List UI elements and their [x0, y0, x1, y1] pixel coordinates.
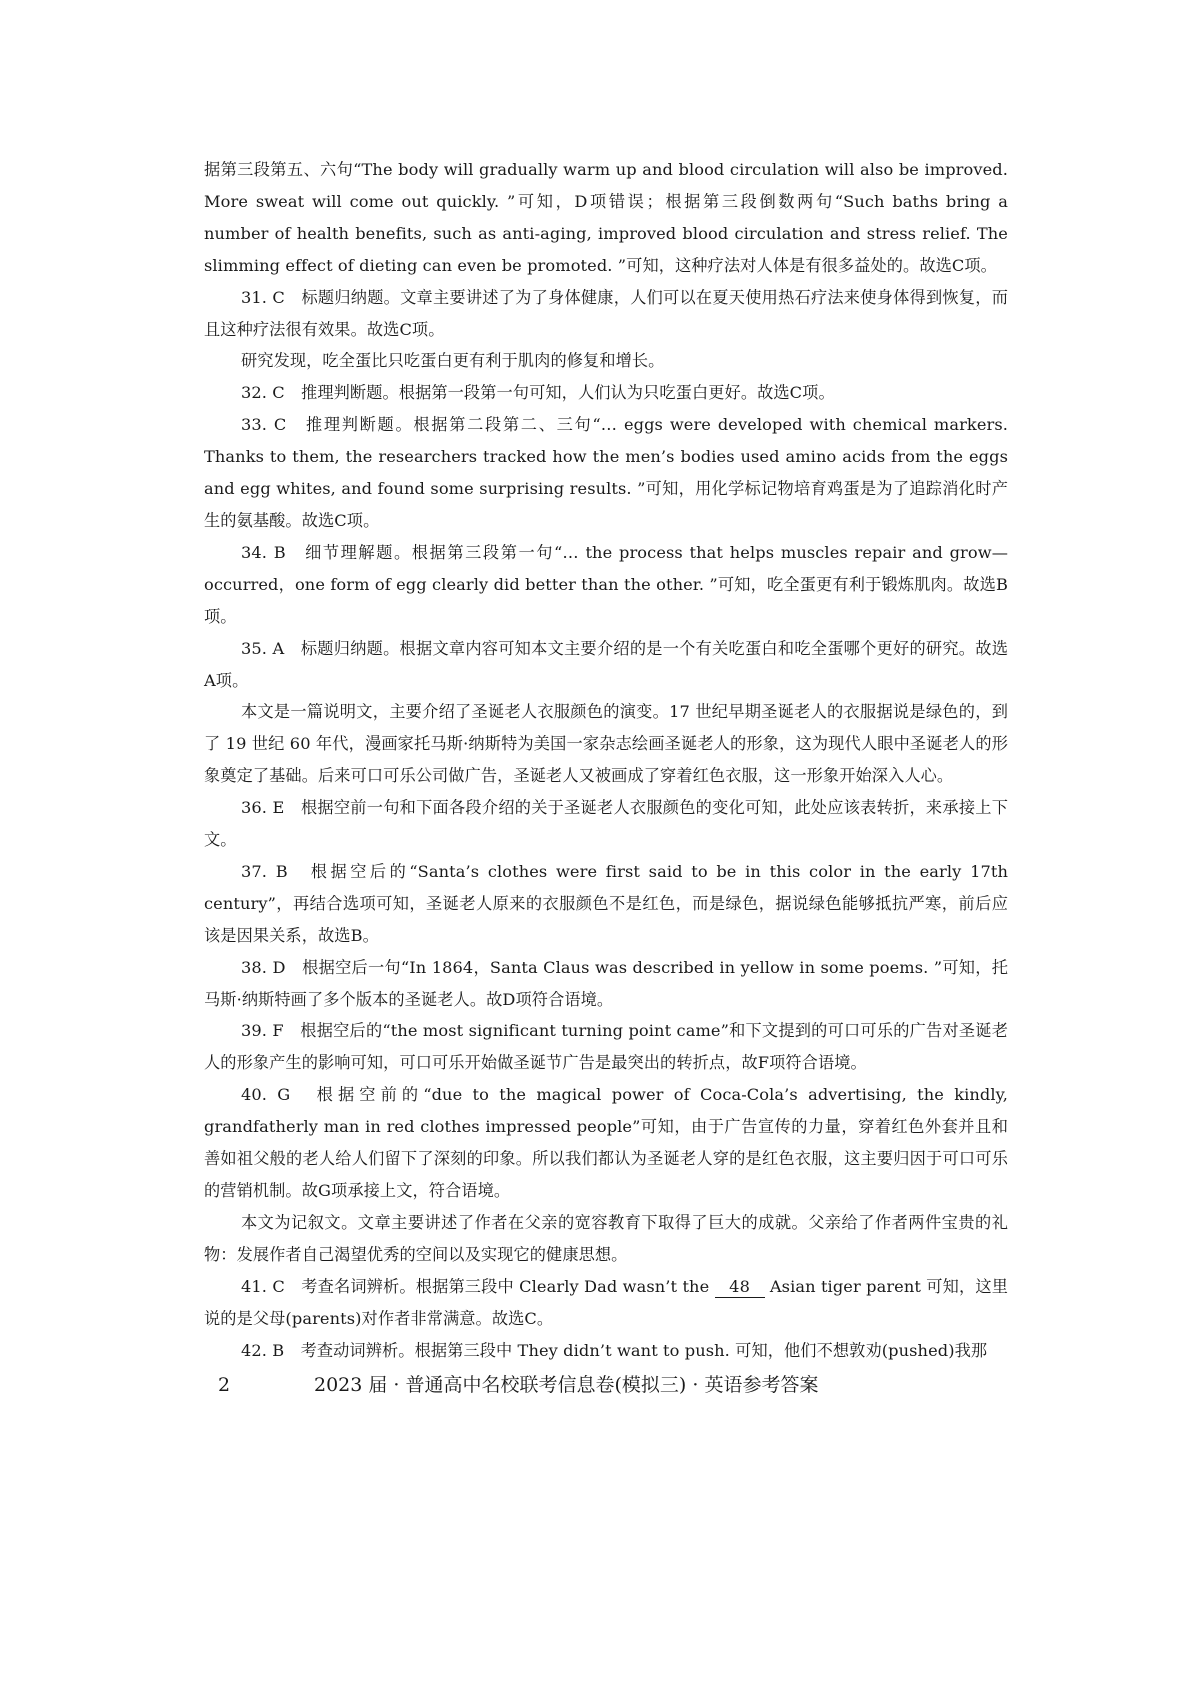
passage-summary-eggs: 研究发现，吃全蛋比只吃蛋白更有利于肌肉的修复和增长。: [241, 351, 665, 371]
answer-38: 38. D 根据空后一句“In 1864，Santa Claus was described in yellow in some poems. ”可知，托马斯·纳斯特画了多个版本的圣诞老人。故D项符合语境。: [204, 957, 1008, 1009]
paragraph-30-cont: 据第三段第五、六句“The body will gradually warm up and blood circulation will also be improved. More sweat will come out quickly. ”可知，D项错误；根据第三段倒数两句“Such baths bring a number of health benefits, such as anti-aging, improved blood circulation and stress relief. The slimming effect of dieting can even be promoted. ”可知，这种疗法对人体是有很多益处的。故选C项。: [204, 160, 1008, 275]
passage-summary-father: 本文为记叙文。文章主要讲述了作者在父亲的宽容教育下取得了巨大的成就。父亲给了作者两件宝贵的礼物：发展作者自己渴望优秀的空间以及实现它的健康思想。: [204, 1212, 1008, 1264]
answer-40: 40. G 根据空前的“due to the magical power of Coca-Cola’s advertising, the kindly, grandfatherly man in red clothes impressed people”可知，由于广告宣传的力量，穿着红色外套并且和善如祖父般的老人给人们留下了深刻的印象。所以我们都认为圣诞老人穿的是红色衣服，这主要归因于可口可乐的营销机制。故G项承接上文，符合语境。: [204, 1085, 1008, 1200]
answer-42: 42. B 考查动词辨析。根据第三段中 They didn’t want to push. 可知，他们不想敦劝(pushed)我那: [241, 1340, 988, 1360]
answer-32: 32. C 推理判断题。根据第一段第一句可知，人们认为只吃蛋白更好。故选C项。: [241, 383, 835, 403]
answer-36: 36. E 根据空前一句和下面各段介绍的关于圣诞老人衣服颜色的变化可知，此处应该表转折，来承接上下文。: [204, 798, 1008, 850]
answer-34: 34. B 细节理解题。根据第三段第一句“… the process that helps muscles repair and grow—occurred，one form of egg clearly did better than the other. ”可知，吃全蛋更有利于锻炼肌肉。故选B项。: [204, 542, 1008, 626]
page-number: 2: [218, 1374, 231, 1396]
answer-41-after: Asian tiger parent 可知，这里说的是父母(parents)对作者非常满意。故选C。: [204, 1276, 1009, 1328]
passage-summary-santa: 本文是一篇说明文，主要介绍了圣诞老人衣服颜色的演变。17 世纪早期圣诞老人的衣服据说是绿色的，到了 19 世纪 60 年代，漫画家托马斯·纳斯特为美国一家杂志绘画圣诞老人的形象，这为现代人眼中圣诞老人的形象奠定了基础。后来可口可乐公司做广告，圣诞老人又被画成了穿着红色衣服，这一形象开始深入人心。: [204, 702, 1008, 786]
footer-title: 2023 届 · 普通高中名校联考信息卷(模拟三) · 英语参考答案: [314, 1374, 819, 1396]
answer-31: 31. C 标题归纳题。文章主要讲述了为了身体健康，人们可以在夏天使用热石疗法来使身体得到恢复，而且这种疗法很有效果。故选C项。: [204, 287, 1008, 339]
answer-35: 35. A 标题归纳题。根据文章内容可知本文主要介绍的是一个有关吃蛋白和吃全蛋哪个更好的研究。故选A项。: [204, 638, 1008, 690]
blank-number: 48: [715, 1277, 765, 1298]
page-footer: [218, 1372, 918, 1398]
answer-explanations: [204, 154, 1008, 1366]
answer-33: 33. C 推理判断题。根据第二段第二、三句“… eggs were developed with chemical markers. Thanks to them, the researchers tracked how the men’s bodies used amino acids from the eggs and egg whites, and found some surprising results. ”可知，用化学标记物培育鸡蛋是为了追踪消化时产生的氨基酸。故选C项。: [204, 415, 1008, 530]
answer-39: 39. F 根据空后的“the most significant turning point came”和下文提到的可口可乐的广告对圣诞老人的形象产生的影响可知，可口可乐开始做圣诞节广告是最突出的转折点，故F项符合语境。: [204, 1021, 1008, 1073]
answer-41-before: 41. C 考查名词辨析。根据第三段中 Clearly Dad wasn’t the: [241, 1276, 715, 1296]
answer-41: [204, 1271, 1008, 1335]
answer-37: 37. B 根据空后的“Santa’s clothes were first said to be in this color in the early 17th century”，再结合选项可知，圣诞老人原来的衣服颜色不是红色，而是绿色，据说绿色能够抵抗严寒，前后应该是因果关系，故选B。: [204, 861, 1008, 945]
